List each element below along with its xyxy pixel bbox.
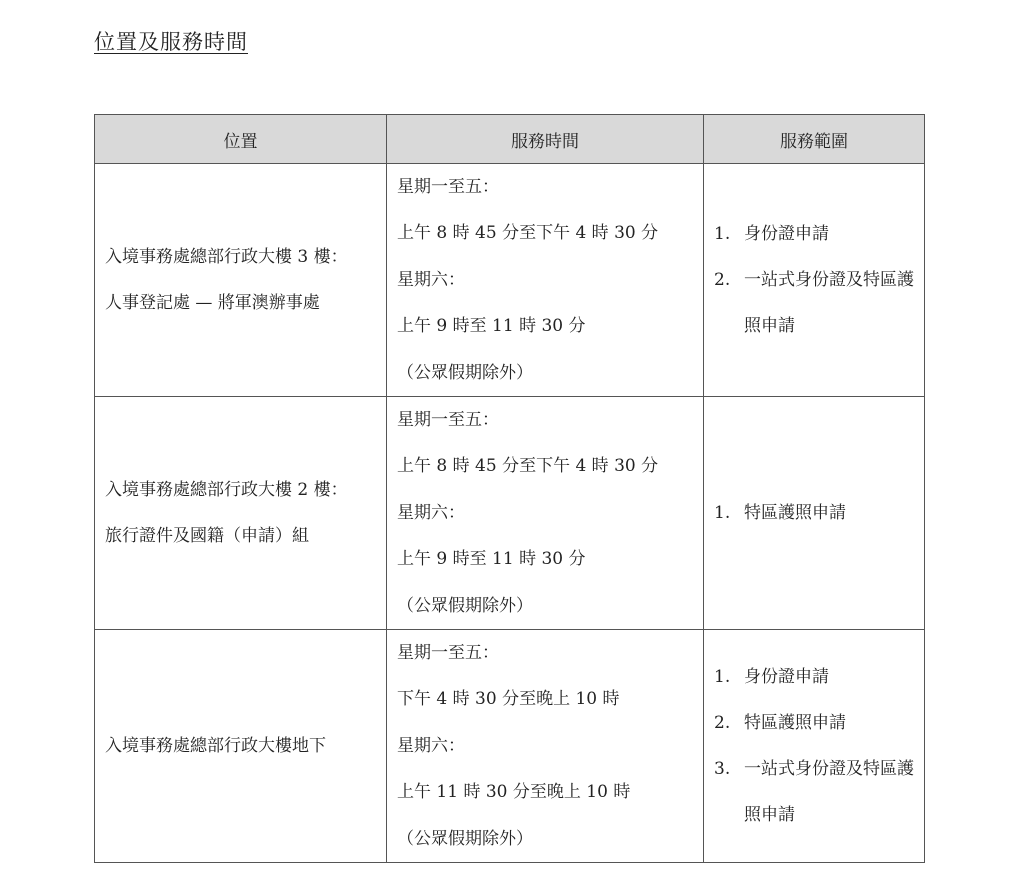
page-title: 位置及服務時間 — [94, 30, 248, 54]
hours-cell — [387, 630, 704, 863]
header-service-scope: 服務範圍 — [704, 115, 925, 164]
list-item — [714, 490, 918, 536]
hours-line: 下午 4 時 30 分至晚上 10 時 — [397, 689, 620, 710]
item-text: 一站式身份證及特區護照申請 — [744, 759, 914, 825]
location-cell — [95, 630, 387, 863]
table-row — [95, 397, 925, 630]
item-text: 一站式身份證及特區護照申請 — [744, 270, 914, 336]
hours-line: 星期一至五： — [397, 177, 499, 198]
header-service-hours: 服務時間 — [387, 115, 704, 164]
hours-line: 上午 9 時至 11 時 30 分 — [397, 549, 586, 570]
service-list — [714, 211, 918, 349]
hours-line: 星期一至五： — [397, 410, 499, 431]
item-number: 1. — [714, 224, 731, 244]
location-line: 入境事務處總部行政大樓地下 — [105, 736, 326, 756]
hours-line: 上午 9 時至 11 時 30 分 — [397, 316, 586, 337]
scope-cell — [704, 164, 925, 397]
hours-line: （公眾假期除外） — [397, 828, 533, 849]
item-number: 2. — [714, 270, 731, 290]
service-list — [714, 654, 918, 838]
location-line: 入境事務處總部行政大樓 3 樓： — [105, 247, 348, 267]
hours-line: 星期六： — [397, 502, 465, 523]
hours-line: 星期六： — [397, 735, 465, 756]
header-location: 位置 — [95, 115, 387, 164]
hours-cell — [387, 397, 704, 630]
hours-line: （公眾假期除外） — [397, 362, 533, 383]
list-item — [714, 211, 918, 257]
item-number: 2. — [714, 713, 731, 733]
hours-cell — [387, 164, 704, 397]
hours-line: 星期一至五： — [397, 643, 499, 664]
location-cell — [95, 397, 387, 630]
scope-cell — [704, 630, 925, 863]
hours-line: 上午 8 時 45 分至下午 4 時 30 分 — [397, 223, 659, 244]
hours-line: （公眾假期除外） — [397, 595, 533, 616]
list-item — [714, 746, 918, 838]
item-text: 身份證申請 — [744, 224, 829, 244]
location-line: 旅行證件及國籍（申請）組 — [105, 526, 309, 546]
scope-cell — [704, 397, 925, 630]
list-item — [714, 257, 918, 349]
item-number: 1. — [714, 667, 731, 687]
hours-line: 星期六： — [397, 269, 465, 290]
item-text: 特區護照申請 — [744, 503, 846, 523]
list-item — [714, 654, 918, 700]
table-header-row — [95, 115, 925, 164]
item-text: 特區護照申請 — [744, 713, 846, 733]
item-number: 3. — [714, 759, 731, 779]
service-schedule-table — [94, 114, 925, 863]
location-cell — [95, 164, 387, 397]
location-line: 入境事務處總部行政大樓 2 樓： — [105, 480, 348, 500]
item-text: 身份證申請 — [744, 667, 829, 687]
service-list — [714, 490, 918, 536]
table-row — [95, 630, 925, 863]
hours-line: 上午 8 時 45 分至下午 4 時 30 分 — [397, 456, 659, 477]
location-line: 人事登記處 — 將軍澳辦事處 — [105, 293, 320, 313]
table-row — [95, 164, 925, 397]
item-number: 1. — [714, 503, 731, 523]
hours-line: 上午 11 時 30 分至晚上 10 時 — [397, 782, 631, 803]
list-item — [714, 700, 918, 746]
